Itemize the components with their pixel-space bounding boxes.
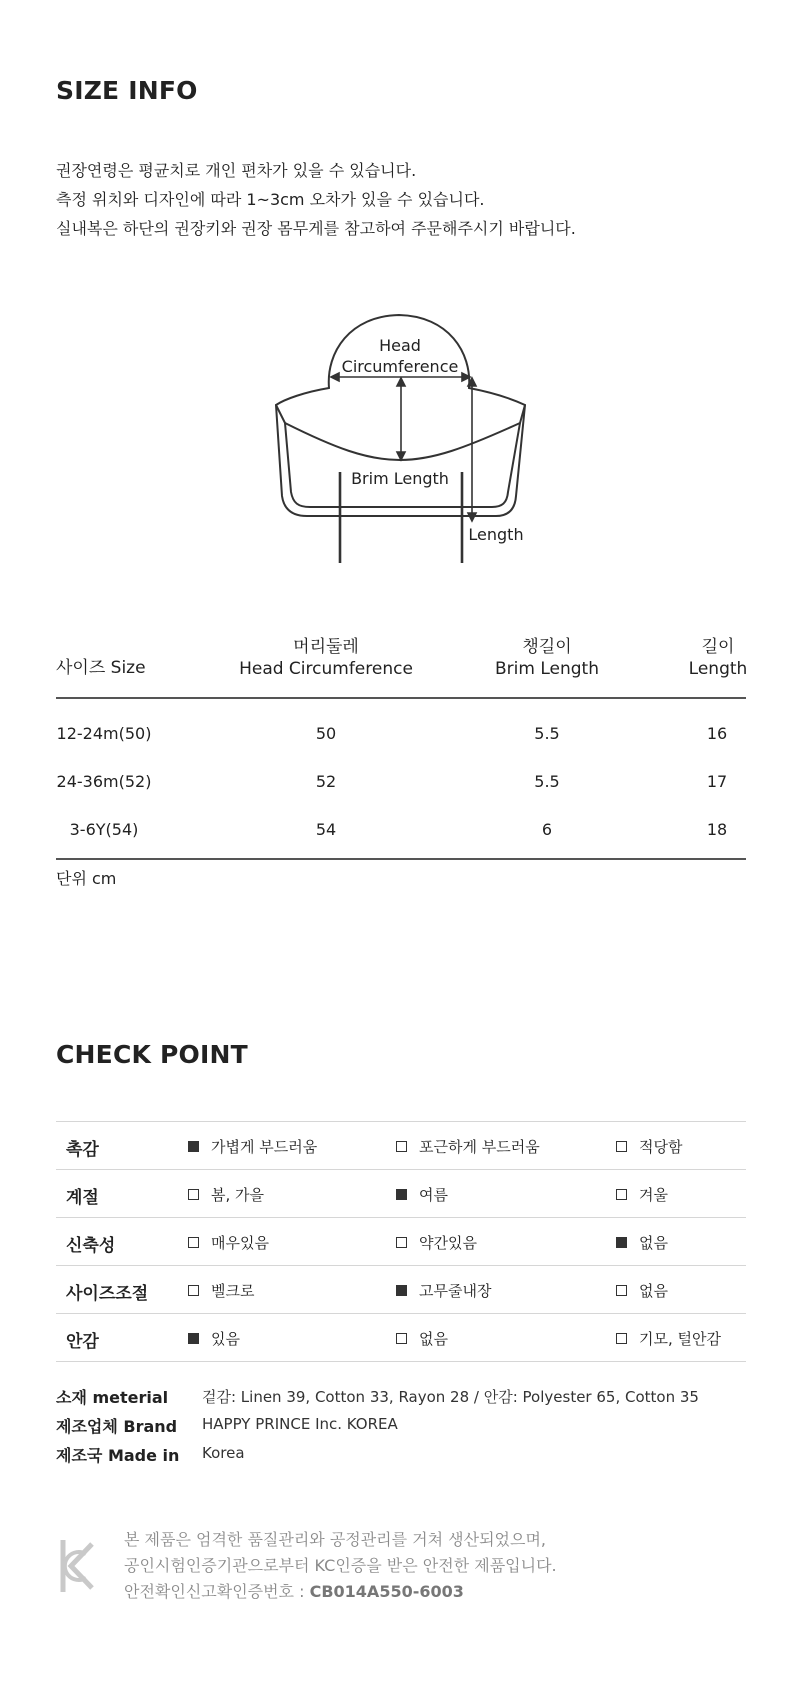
header-label: Head Circumference: [239, 659, 413, 679]
option-label: 기모, 털안감: [639, 1330, 721, 1348]
header-label: Brim Length: [495, 659, 599, 679]
unchecked-box-icon: [396, 1333, 407, 1344]
made-in-value: Korea: [202, 1444, 245, 1462]
size-notes: [56, 156, 576, 243]
kc-certificate-line: [124, 1579, 557, 1605]
header-label: Length: [688, 659, 748, 679]
note-line: 권장연령은 평균치로 개인 편차가 있을 수 있습니다.: [56, 161, 417, 180]
header-label: 길이: [701, 637, 735, 657]
unchecked-box-icon: [616, 1285, 627, 1296]
check-label: 신축성: [66, 1236, 116, 1256]
divider: [56, 1361, 746, 1362]
kc-certificate-code: CB014A550-6003: [309, 1582, 464, 1601]
checked-box-icon: [188, 1141, 199, 1152]
unchecked-box-icon: [616, 1141, 627, 1152]
option-label: 약간있음: [419, 1234, 477, 1252]
table-bottom-divider: [56, 858, 746, 860]
table-cell: 52: [315, 772, 337, 791]
brim-label: Brim Length: [351, 469, 449, 488]
divider: [56, 1265, 746, 1266]
unchecked-box-icon: [616, 1189, 627, 1200]
option-label: 봄, 가을: [211, 1186, 265, 1204]
divider: [56, 1217, 746, 1218]
checked-box-icon: [396, 1285, 407, 1296]
option-label: 없음: [419, 1330, 448, 1348]
hat-diagram: [260, 300, 540, 575]
divider: [56, 1121, 746, 1122]
table-cell: 3-6Y(54): [69, 820, 139, 839]
unchecked-box-icon: [616, 1333, 627, 1344]
kc-certificate-label: 안전확인신고확인증번호 :: [124, 1582, 310, 1601]
option-label: 적당함: [639, 1138, 683, 1156]
kc-line: 공인시험인증기관으로부터 KC인증을 받은 안전한 제품입니다.: [124, 1556, 557, 1575]
check-option: [616, 1328, 721, 1349]
header-length: [668, 636, 768, 680]
unchecked-box-icon: [188, 1285, 199, 1296]
check-option: [188, 1184, 264, 1205]
table-cell: 50: [315, 724, 337, 743]
check-option: [396, 1184, 448, 1205]
material-key: 소재 meterial: [56, 1388, 169, 1407]
check-option: [616, 1280, 668, 1301]
material-value: 겉감: Linen 39, Cotton 33, Rayon 28 / 안감: Polyester 65, Cotton 35: [202, 1388, 699, 1406]
unit-label: 단위 cm: [56, 869, 117, 888]
check-label: 촉감: [66, 1140, 99, 1160]
option-label: 여름: [419, 1186, 448, 1204]
check-option: [396, 1280, 491, 1301]
check-option: [188, 1280, 254, 1301]
unchecked-box-icon: [188, 1237, 199, 1248]
check-label: 안감: [66, 1332, 99, 1352]
checked-box-icon: [396, 1189, 407, 1200]
divider: [56, 1169, 746, 1170]
check-option: [616, 1184, 668, 1205]
option-label: 가볍게 부드러움: [211, 1138, 318, 1156]
divider: [56, 1313, 746, 1314]
head-label-1: Head: [379, 336, 421, 355]
kc-line: 본 제품은 엄격한 품질관리와 공정관리를 거쳐 생산되었으며,: [124, 1530, 547, 1549]
option-label: 벨크로: [211, 1282, 255, 1300]
option-label: 없음: [639, 1282, 668, 1300]
check-option: [396, 1232, 477, 1253]
made-in-key: 제조국 Made in: [56, 1446, 180, 1465]
option-label: 포근하게 부드러움: [419, 1138, 540, 1156]
table-cell: 12-24m(50): [56, 724, 152, 743]
table-cell: 5.5: [534, 724, 560, 743]
check-option: [396, 1328, 448, 1349]
option-label: 없음: [639, 1234, 668, 1252]
check-point-title: CHECK POINT: [56, 1040, 248, 1069]
header-label: 챙길이: [522, 637, 572, 657]
check-option: [616, 1232, 668, 1253]
table-cell: 18: [706, 820, 728, 839]
header-head-circumference: [226, 636, 426, 680]
hat-brim-inner-shape: [285, 423, 520, 507]
check-option: [188, 1136, 317, 1157]
check-option: [396, 1136, 540, 1157]
check-option: [188, 1328, 240, 1349]
option-label: 겨울: [639, 1186, 668, 1204]
table-cell: 5.5: [534, 772, 560, 791]
header-size: 사이즈 Size: [56, 658, 146, 678]
table-cell: 6: [541, 820, 553, 839]
unchecked-box-icon: [188, 1189, 199, 1200]
kc-logo-icon: [58, 1536, 98, 1596]
table-header-divider: [56, 697, 746, 699]
kc-notice: [124, 1527, 557, 1605]
length-label: Length: [468, 525, 524, 544]
table-cell: 16: [706, 724, 728, 743]
table-cell: 54: [315, 820, 337, 839]
check-label: 계절: [66, 1188, 99, 1208]
note-line: 측정 위치와 디자인에 따라 1~3cm 오차가 있을 수 있습니다.: [56, 190, 485, 209]
check-option: [188, 1232, 269, 1253]
header-label: 머리둘레: [293, 637, 359, 657]
head-label-2: Circumference: [341, 357, 459, 376]
table-cell: 24-36m(52): [56, 772, 152, 791]
brand-key: 제조업체 Brand: [56, 1417, 178, 1436]
brand-value: HAPPY PRINCE Inc. KOREA: [202, 1415, 398, 1433]
checked-box-icon: [188, 1333, 199, 1344]
option-label: 고무줄내장: [419, 1282, 492, 1300]
check-option: [616, 1136, 682, 1157]
size-info-title: SIZE INFO: [56, 76, 198, 105]
unchecked-box-icon: [396, 1141, 407, 1152]
option-label: 있음: [211, 1330, 240, 1348]
table-cell: 17: [706, 772, 728, 791]
option-label: 매우있음: [211, 1234, 269, 1252]
check-label: 사이즈조절: [66, 1284, 149, 1304]
checked-box-icon: [616, 1237, 627, 1248]
unchecked-box-icon: [396, 1237, 407, 1248]
header-brim-length: [472, 636, 622, 680]
note-line: 실내복은 하단의 권장키와 권장 몸무게를 참고하여 주문해주시기 바랍니다.: [56, 219, 576, 238]
